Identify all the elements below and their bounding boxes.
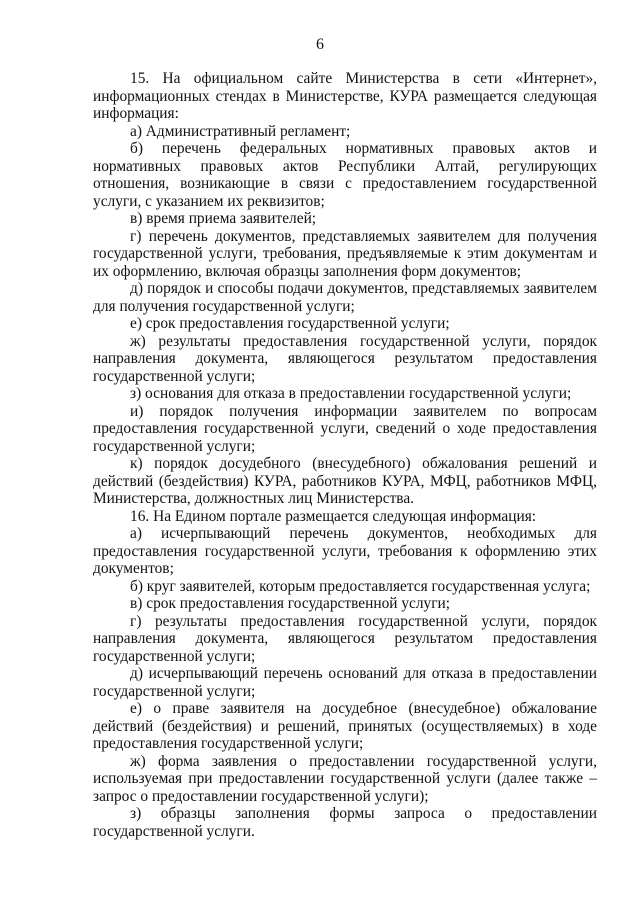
list-item-16zh: ж) форма заявления о предоставлении государственной услуги, используемая при предоставлении государственной услуги (далее также – запрос о предоставлении государственной услуги); <box>93 752 597 805</box>
list-item-15e: е) срок предоставления государственной услуги; <box>130 315 450 332</box>
list-item-15b: б) перечень федеральных нормативных правовых актов и нормативных правовых актов Республики Алтай, регулирующих отношения, возникающие в связи с предоставлением государственной услуги, с указанием их реквизитов; <box>93 140 597 210</box>
list-item-15d: д) порядок и способы подачи документов, представляемых заявителем для получения государственной услуги; <box>93 280 597 315</box>
list-item-16e: е) о праве заявителя на досудебное (внесудебное) обжалование действий (бездействия) и решений, принятых (осуществляемых) в ходе предоставления государственной услуги; <box>93 700 597 752</box>
document-body <box>93 70 597 840</box>
paragraph-16-intro: 16. На Едином портале размещается следующая информация: <box>130 507 537 525</box>
list-item-15z: з) основания для отказа в предоставлении государственной услуги; <box>130 385 572 402</box>
list-item-15v: в) время приема заявителей; <box>130 210 317 227</box>
list-item-15g: г) перечень документов, представляемых заявителем для получения государственной услуги, требования, предъявляемые к этим документам и их оформлению, включая образцы заполнения форм документов; <box>93 227 597 280</box>
list-item-15i: и) порядок получения информации заявителем по вопросам предоставления государственной услуги, сведений о ходе предоставления государственной услуги; <box>93 402 597 455</box>
list-item-15zh: ж) результаты предоставления государственной услуги, порядок направления документа, являющегося результатом предоставления государственной услуги; <box>93 332 597 385</box>
list-item-15k: к) порядок досудебного (внесудебного) обжалования решений и действий (бездействия) КУРА, работников КУРА, МФЦ, работников МФЦ, Министерства, должностных лиц Министерства. <box>93 455 597 507</box>
list-item-16g: г) результаты предоставления государственной услуги, порядок направления документа, являющегося результатом предоставления государственной услуги; <box>93 612 597 665</box>
list-item-16a: а) исчерпывающий перечень документов, необходимых для предоставления государственной услуги, требования к оформлению этих документов; <box>93 525 597 577</box>
page-number: 6 <box>316 36 324 53</box>
list-item-16b: б) круг заявителей, которым предоставляется государственная услуга; <box>130 577 591 595</box>
list-item-16z: з) образцы заполнения формы запроса о предоставлении государственной услуги. <box>93 805 597 840</box>
list-item-16v: в) срок предоставления государственной услуги; <box>130 595 451 612</box>
list-item-16d: д) исчерпывающий перечень оснований для отказа в предоставлении государственной услуги; <box>93 665 597 700</box>
paragraph-15-intro: 15. На официальном сайте Министерства в сети «Интернет», информационных стендах в Министерстве, КУРА размещается следующая информация: <box>93 70 597 122</box>
list-item-15a: а) Административный регламент; <box>130 122 351 140</box>
